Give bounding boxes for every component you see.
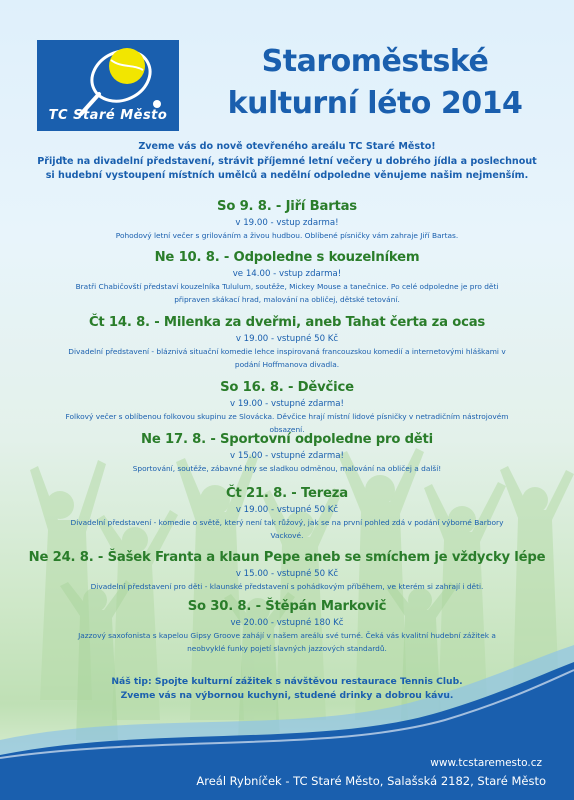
event-item (20, 198, 554, 243)
event-title: Ne 24. 8. - Šašek Franta a klaun Pepe aneb se smíchem je vždycky lépe (28, 550, 546, 565)
event-description: Divadelní představení - komedie o světě, který není tak růžový, jak se na první pohled zdá v podání výborné Barbory Vackové. (70, 518, 504, 540)
event-time: ve 20.00 - vstupné 180 Kč (230, 618, 344, 628)
event-item (20, 249, 554, 306)
restaurant-tip (20, 675, 554, 703)
event-time: v 15.00 - vstupné zdarma! (230, 451, 344, 461)
logo-text: TC Staré Město (48, 108, 168, 123)
event-time: v 15.00 - vstupné 50 Kč (235, 569, 339, 579)
event-description: Folkový večer s oblíbenou folkovou skupinu ze Slovácka. Děvčice hrají místní lidové písničky v netradičním nástrojovém obsazení. (65, 412, 509, 434)
event-item (20, 379, 554, 436)
intro-text (20, 140, 554, 184)
event-title: So 30. 8. - Štěpán Markovič (187, 599, 387, 614)
website-link[interactable]: www.tcstaremesto.cz (430, 757, 542, 769)
event-title: Ne 17. 8. - Sportovní odpoledne pro děti (141, 432, 433, 447)
event-description: Pohodový letní večer s grilováním a živou hudbou. Oblíbené písničky vám zahraje Jiří Bartas. (115, 231, 459, 240)
event-time: ve 14.00 - vstup zdarma! (232, 269, 342, 279)
event-title: So 16. 8. - Děvčice (220, 380, 354, 395)
event-item (20, 598, 554, 655)
event-time: v 19.00 - vstupné 50 Kč (235, 334, 339, 344)
tc-stare-mesto-logo (37, 40, 179, 131)
event-time: v 19.00 - vstupné zdarma! (230, 399, 344, 409)
poster-title-line2: kulturní léto 2014 (227, 86, 523, 121)
event-time: v 19.00 - vstupné 50 Kč (235, 505, 339, 515)
intro-line: si hudební vystoupení místních umělců a nedělní odpoledne věnujeme našim nejmenším. (45, 170, 529, 181)
tip-line: Náš tip: Spojte kulturní zážitek s návštěvou restaurace Tennis Club. (111, 676, 463, 687)
poster-title-line1: Staroměstské (261, 44, 489, 79)
event-title: Čt 21. 8. - Tereza (226, 486, 348, 501)
event-title: Ne 10. 8. - Odpoledne s kouzelníkem (154, 250, 420, 265)
event-item (20, 431, 554, 476)
event-item (20, 549, 554, 594)
event-item (20, 314, 554, 371)
event-description: Bratři Chabičovští představí kouzelníka Tululum, soutěže, Mickey Mouse a tanečnice. Po celé odpoledne je pro děti připraven skákací hrad, malování na obličej, dětské tetování. (75, 282, 499, 304)
event-description: Jazzový saxofonista s kapelou Gipsy Groove zahájí v našem areálu své turné. Čeká vás kvalitní hudební zážitek a neobvyklé funky pojetí slavných jazzových standardů. (78, 631, 496, 653)
event-title: Čt 14. 8. - Milenka za dveřmi, aneb Tahat čerta za ocas (88, 315, 486, 330)
event-item (20, 485, 554, 542)
event-description: Divadelní představení - bláznivá situační komedie lehce inspirovaná francouzskou komedií a internetovými hláškami v podání Hoffmanova divadla. (68, 347, 506, 369)
event-description: Sportování, soutěže, zábavné hry se sladkou odměnou, malování na obličej a další! (132, 464, 442, 473)
venue-address: Areál Rybníček - TC Staré Město, Salašská 2182, Staré Město (196, 774, 546, 788)
intro-line: Zveme vás do nově otevřeného areálu TC Staré Město! (138, 141, 436, 152)
event-title: So 9. 8. - Jiří Bartas (217, 199, 357, 214)
intro-line: Přijďte na divadelní představení, strávit příjemné letní večery u dobrého jídla a poslechnout (37, 155, 537, 167)
tip-line: Zveme vás na výbornou kuchyni, studené drinky a dobrou kávu. (120, 690, 454, 701)
event-time: v 19.00 - vstup zdarma! (235, 218, 339, 228)
event-description: Divadelní představení pro děti - klaunské představení s pohádkovým příběhem, ve kterém si zahrají i děti. (90, 582, 484, 591)
